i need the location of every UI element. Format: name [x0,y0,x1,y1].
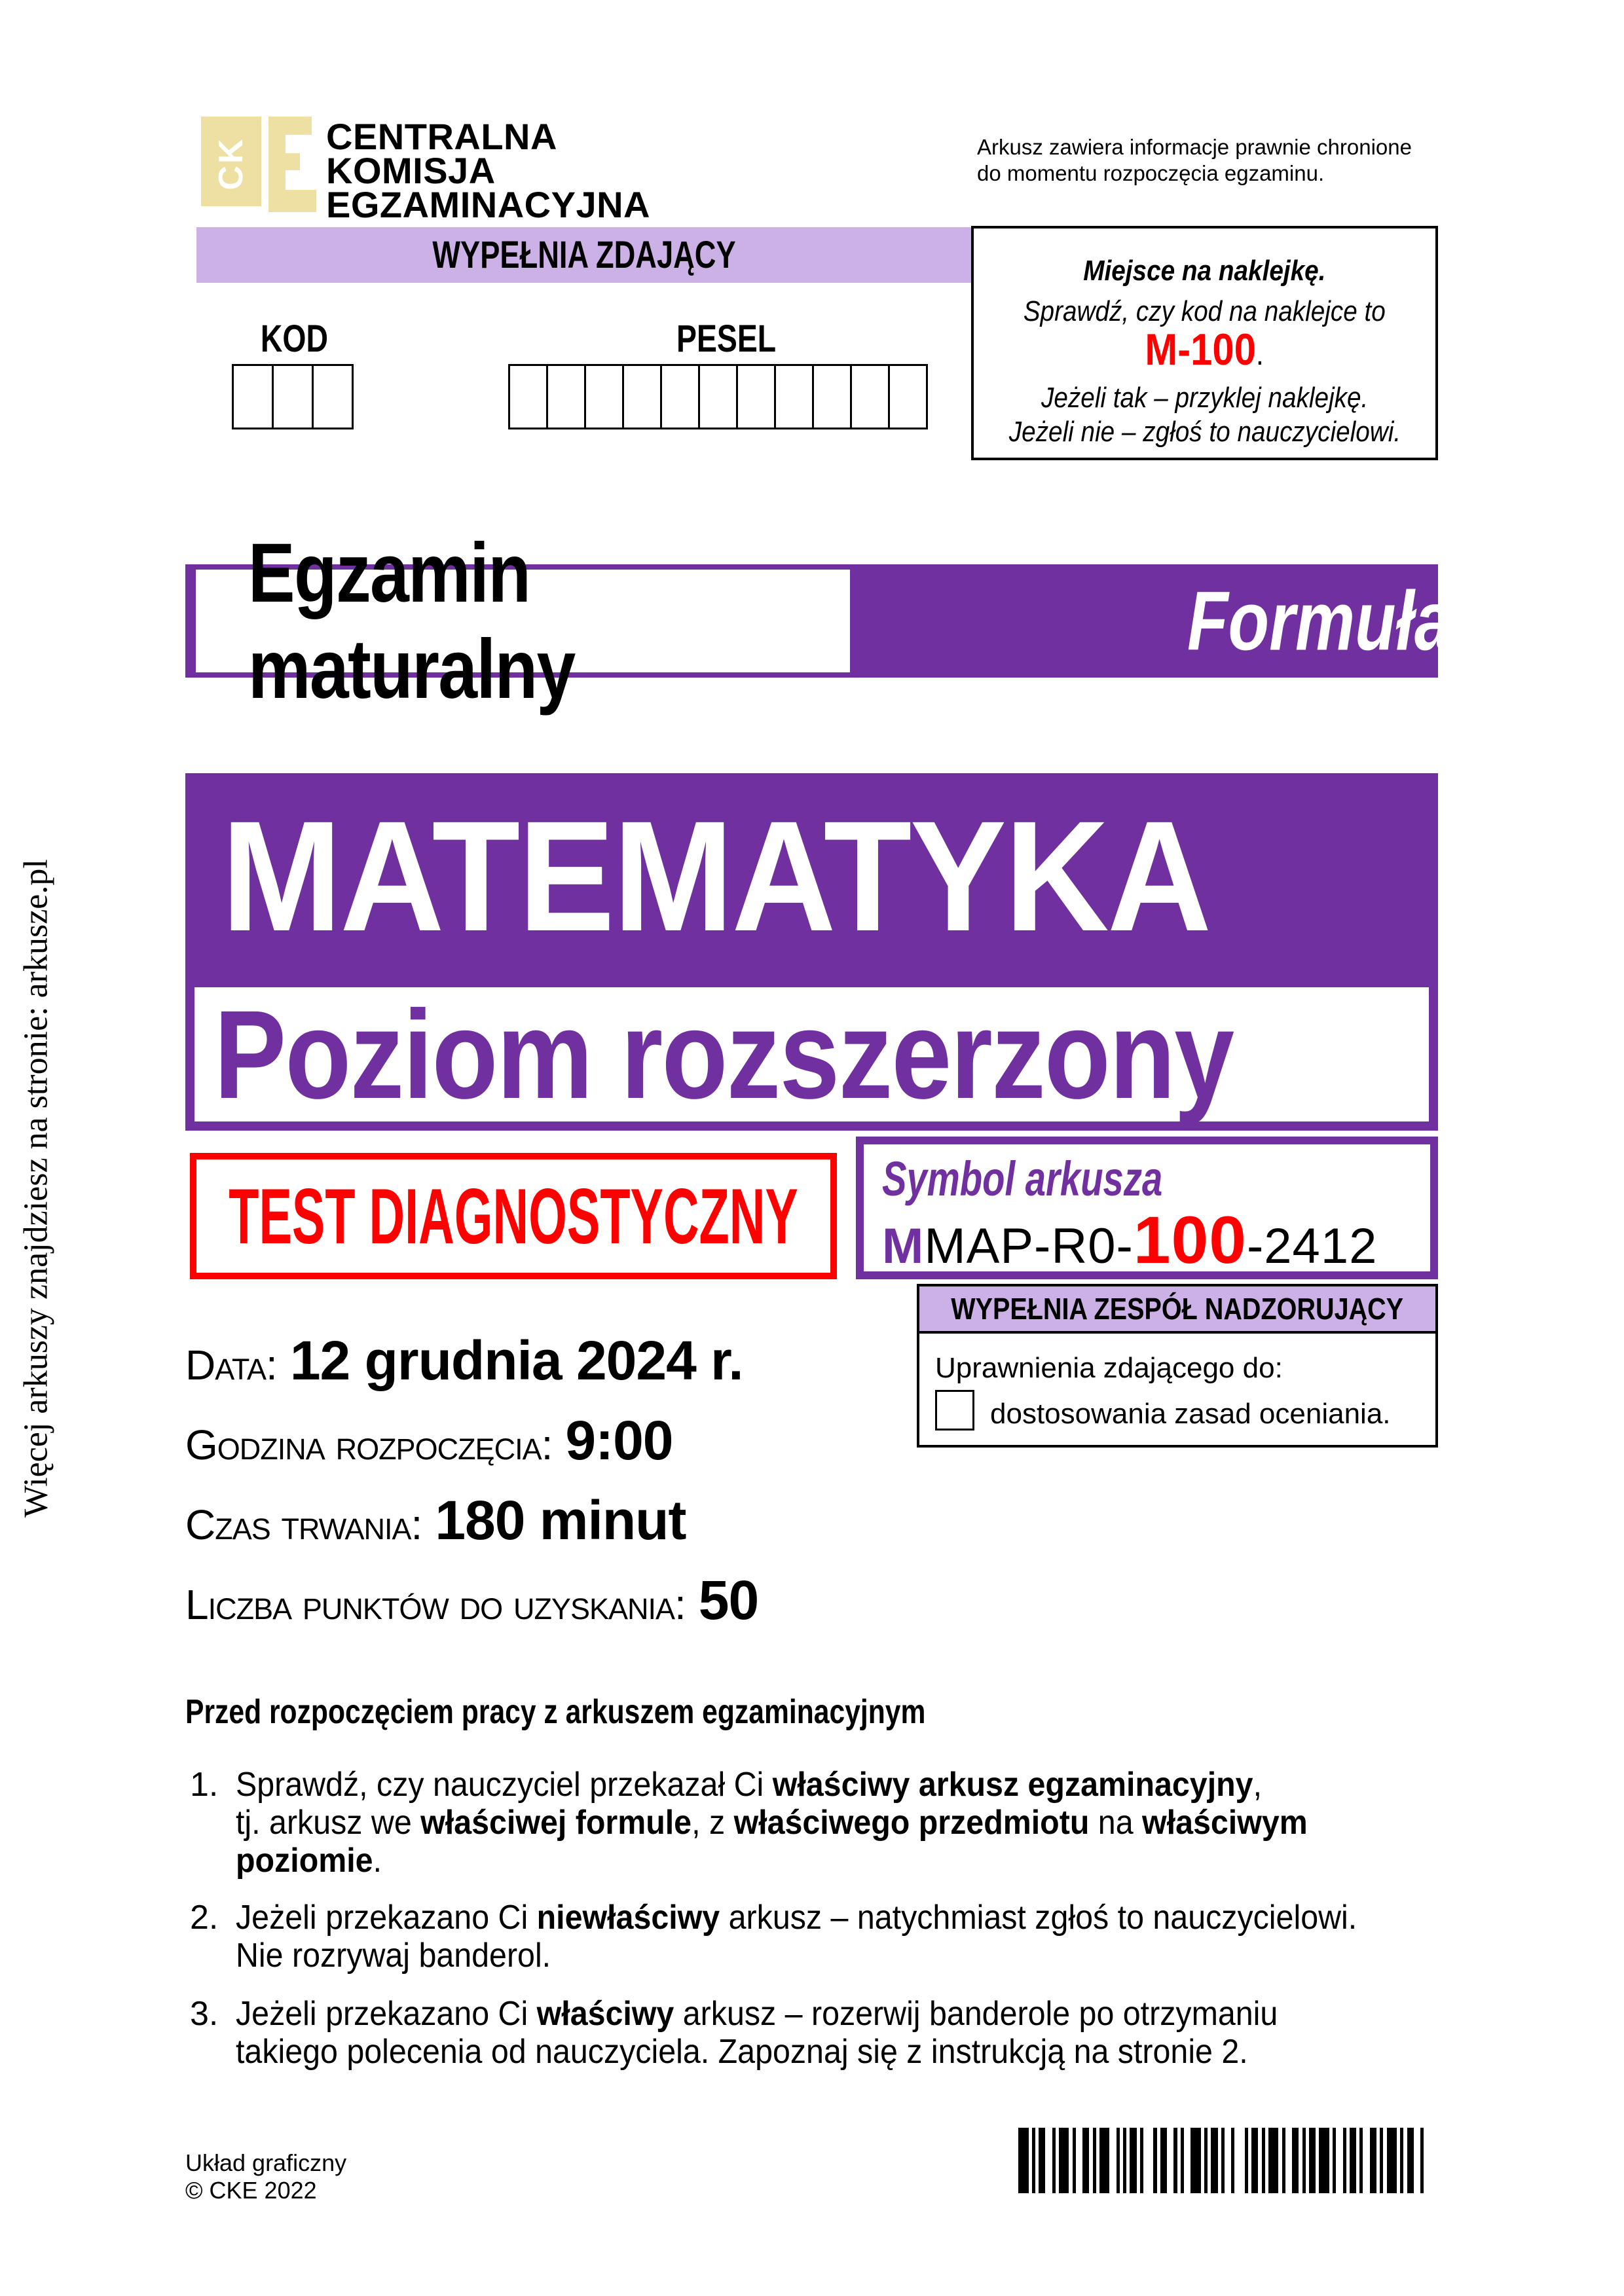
sticker-yes-line: Jeżeli tak – przyklej naklejkę. [1041,382,1369,414]
sheet-symbol-label: Symbol arkusza [882,1152,1163,1206]
code-cell[interactable] [546,364,586,429]
sticker-title: Miejsce na naklejkę. [1083,255,1326,287]
exam-name-box [196,526,850,716]
sticker-check-line: Sprawdź, czy kod na naklejce to [1023,295,1386,327]
exam-name: Egzamin maturalny [248,526,575,716]
code-cell[interactable] [272,364,314,429]
exam-band [185,526,1620,716]
code-cell[interactable] [622,364,662,429]
legal-note: Arkusz zawiera informacje prawnie chronione do momentu rozpoczęcia egzaminu. [977,135,1412,185]
instruction-item-3: 3. Jeżeli przekazano Ci właściwy arkusz – rozerwij banderole po otrzymaniu takiego polecenia od nauczyciela. Zapoznaj się z instrukcją na stronie 2. [190,1995,1278,2071]
pesel-cells [508,364,928,429]
adjustment-checkbox-label: dostosowania zasad oceniania. [990,1398,1391,1430]
formula-label: Formuła 2023 [1187,574,1620,668]
fill-by-candidate-title: WYPEŁNIA ZDAJĄCY [432,234,736,276]
org-name: CENTRALNA KOMISJA EGZAMINACYJNA [326,116,650,225]
code-cell[interactable] [232,364,274,429]
fill-by-candidate-bar [196,227,971,283]
sheet-symbol-box [856,1137,1438,1279]
diagnostic-test-label: TEST DIAGNOSTYCZNY [229,1172,798,1260]
cke-logo [201,117,319,212]
subject-banner [185,773,1438,978]
sticker-box [971,226,1438,460]
subject-title: MATEMATYKA [221,788,1210,964]
detail-row-date: Data: 12 grudnia 2024 r. [185,1330,743,1391]
code-cell[interactable] [584,364,624,429]
instruction-item-2: 2. Jeżeli przekazano Ci niewłaściwy arkusz – natychmiast zgłoś to nauczycielowi. Nie rozrywaj banderol. [190,1899,1357,1975]
instruction-item-1: 1. Sprawdź, czy nauczyciel przekazał Ci właściwy arkusz egzaminacyjny, tj. arkusz we właściwej formule, z właściwego przedmiotu na właściwym poziomie. [190,1766,1308,1880]
sticker-code-line: M-100. [1145,325,1264,374]
code-cell[interactable] [736,364,776,429]
detail-row-max-points: Liczba punktów do uzyskania: 50 [185,1569,759,1631]
detail-row-duration: Czas trwania: 180 minut [185,1489,686,1551]
diagnostic-test-box [190,1153,837,1279]
level-box [185,978,1438,1131]
level-title: Poziom rozszerzony [214,984,1234,1125]
detail-row-start-time: Godzina rozpoczęcia: 9:00 [185,1410,673,1471]
adjustment-checkbox[interactable] [935,1390,974,1430]
supervisors-box-header: WYPEŁNIA ZESPÓŁ NADZORUJĄCY [919,1286,1435,1334]
code-cell[interactable] [888,364,928,429]
barcode [1018,2128,1424,2193]
kod-cells [232,364,354,429]
sheet-symbol-code: M MAP-R0- 100 -2412 [882,1203,1378,1277]
entitlements-label: Uprawnienia zdającego do: [935,1352,1283,1384]
code-cell[interactable] [698,364,738,429]
kod-label: KOD [260,318,329,360]
pesel-label: PESEL [676,318,777,360]
footer-copyright: Układ graficzny © CKE 2022 [185,2149,347,2204]
instructions-heading: Przed rozpoczęciem pracy z arkuszem egzaminacyjnym [185,1693,926,1731]
side-note: Więcej arkuszy znajdziesz na stronie: arkusze.pl [17,859,55,1518]
code-cell[interactable] [774,364,814,429]
cke-logo-letters: CK [212,137,250,191]
code-cell[interactable] [508,364,548,429]
code-cell[interactable] [850,364,890,429]
supervisors-box [917,1284,1438,1448]
sticker-no-line: Jeżeli nie – zgłoś to nauczycielowi. [1008,416,1401,448]
code-cell[interactable] [812,364,852,429]
code-cell[interactable] [312,364,354,429]
code-cell[interactable] [660,364,700,429]
sticker-code: M-100 [1145,325,1257,374]
